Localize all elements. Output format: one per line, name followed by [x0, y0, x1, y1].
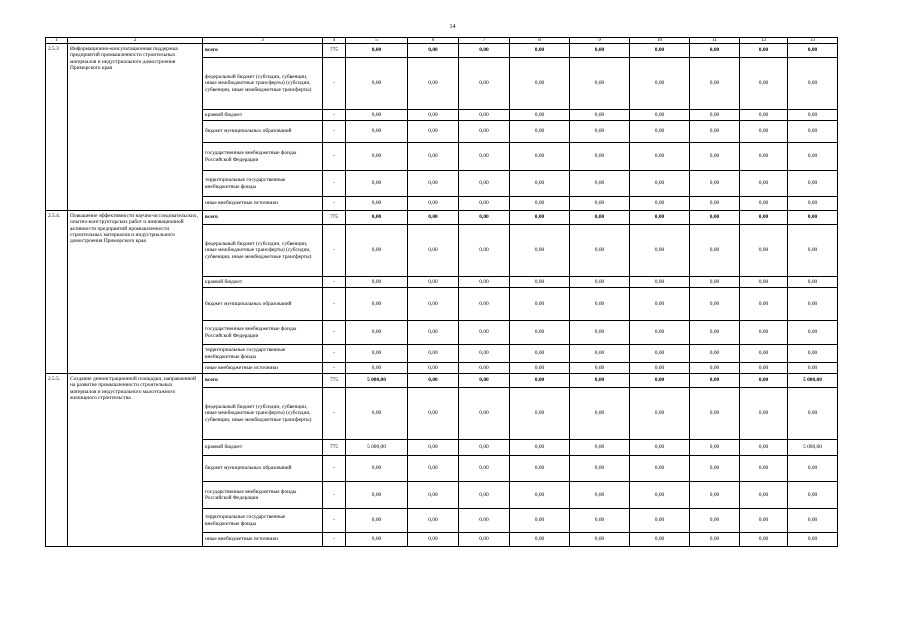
- amount-cell: 0,00: [510, 277, 570, 288]
- table-row: [46, 44, 838, 58]
- amount-cell: 0,00: [788, 197, 838, 211]
- amount-cell: 0,00: [630, 121, 690, 143]
- amount-cell: 0,00: [570, 121, 630, 143]
- grbs-code: -: [323, 321, 346, 345]
- amount-cell: 0,00: [690, 110, 740, 121]
- column-number: 1: [46, 38, 68, 44]
- amount-cell: 0,00: [459, 388, 510, 440]
- amount-cell: 0,00: [630, 363, 690, 374]
- amount-cell: 0,00: [459, 482, 510, 509]
- amount-cell: 0,00: [459, 288, 510, 321]
- amount-cell: 0,00: [570, 44, 630, 58]
- amount-cell: 0,00: [570, 277, 630, 288]
- amount-cell: 0,00: [346, 388, 408, 440]
- amount-cell: 0,00: [690, 321, 740, 345]
- amount-cell: 0,00: [630, 345, 690, 363]
- amount-cell: 0,00: [510, 121, 570, 143]
- amount-cell: 0,00: [570, 456, 630, 482]
- amount-cell: 0,00: [740, 277, 788, 288]
- amount-cell: 0,00: [346, 121, 408, 143]
- amount-cell: 0,00: [346, 363, 408, 374]
- amount-cell: 0,00: [788, 171, 838, 197]
- amount-cell: 0,00: [459, 110, 510, 121]
- grbs-code: 775: [323, 440, 346, 456]
- amount-cell: 0,00: [740, 440, 788, 456]
- amount-cell: 0,00: [408, 321, 459, 345]
- grbs-code: -: [323, 533, 346, 547]
- amount-cell: 0,00: [740, 321, 788, 345]
- funding-source: государственные внебюджетные фонды Российской Федерации: [203, 143, 323, 171]
- amount-cell: 0,00: [740, 211, 788, 225]
- amount-cell: 0,00: [690, 345, 740, 363]
- funding-source: территориальные государственные внебюджетные фонды: [203, 171, 323, 197]
- amount-cell: 0,00: [740, 363, 788, 374]
- amount-cell: 0,00: [570, 171, 630, 197]
- measure-name: Повышение эффективности научно-исследовательских, опытно-конструкторских работ и инновационной активности предприятий промышленности строительных материалов и индустриального домостроения Приморского края: [68, 211, 203, 374]
- column-number: 12: [740, 38, 788, 44]
- amount-cell: 0,00: [740, 482, 788, 509]
- amount-cell: 0,00: [510, 321, 570, 345]
- amount-cell: 0,00: [740, 388, 788, 440]
- amount-cell: 0,00: [408, 440, 459, 456]
- amount-cell: 0,00: [788, 321, 838, 345]
- amount-cell: 0,00: [408, 388, 459, 440]
- grbs-code: -: [323, 110, 346, 121]
- amount-cell: 0,00: [459, 374, 510, 388]
- amount-cell: 0,00: [690, 277, 740, 288]
- table-row: [46, 374, 838, 388]
- amount-cell: 0,00: [690, 211, 740, 225]
- measure-code: 2.5.5.: [46, 374, 68, 547]
- amount-cell: 0,00: [570, 321, 630, 345]
- amount-cell: 0,00: [346, 110, 408, 121]
- page-number: 14: [449, 24, 456, 30]
- amount-cell: 0,00: [510, 211, 570, 225]
- grbs-code: -: [323, 171, 346, 197]
- amount-cell: 0,00: [690, 225, 740, 277]
- funding-source: территориальные государственные внебюджетные фонды: [203, 345, 323, 363]
- amount-cell: 0,00: [630, 456, 690, 482]
- funding-source: территориальные государственные внебюджетные фонды: [203, 509, 323, 533]
- amount-cell: 0,00: [630, 171, 690, 197]
- column-number: 8: [510, 38, 570, 44]
- amount-cell: 0,00: [510, 197, 570, 211]
- amount-cell: 0,00: [510, 110, 570, 121]
- funding-source: всего: [203, 374, 323, 388]
- amount-cell: 0,00: [510, 363, 570, 374]
- funding-source: краевой бюджет: [203, 440, 323, 456]
- amount-cell: 0,00: [459, 277, 510, 288]
- column-number: 4: [323, 38, 346, 44]
- amount-cell: 0,00: [630, 44, 690, 58]
- amount-cell: 0,00: [459, 44, 510, 58]
- amount-cell: 0,00: [690, 171, 740, 197]
- amount-cell: 0,00: [630, 58, 690, 110]
- amount-cell: 0,00: [570, 374, 630, 388]
- grbs-code: -: [323, 509, 346, 533]
- amount-cell: 0,00: [510, 225, 570, 277]
- amount-cell: 0,00: [690, 363, 740, 374]
- funding-source: бюджет муниципальных образований: [203, 288, 323, 321]
- amount-cell: 0,00: [459, 58, 510, 110]
- amount-cell: 0,00: [740, 121, 788, 143]
- amount-cell: 0,00: [346, 482, 408, 509]
- amount-cell: 0,00: [788, 533, 838, 547]
- amount-cell: 0,00: [740, 58, 788, 110]
- amount-cell: 0,00: [740, 345, 788, 363]
- column-number: 7: [459, 38, 510, 44]
- amount-cell: 0,00: [570, 288, 630, 321]
- amount-cell: 0,00: [408, 225, 459, 277]
- amount-cell: 0,00: [459, 509, 510, 533]
- amount-cell: 0,00: [570, 388, 630, 440]
- amount-cell: 0,00: [408, 363, 459, 374]
- grbs-code: -: [323, 225, 346, 277]
- amount-cell: 0,00: [570, 482, 630, 509]
- amount-cell: 5 000,00: [788, 374, 838, 388]
- amount-cell: 0,00: [459, 211, 510, 225]
- column-number: 11: [690, 38, 740, 44]
- column-number: 10: [630, 38, 690, 44]
- grbs-code: -: [323, 143, 346, 171]
- funding-source: всего: [203, 211, 323, 225]
- amount-cell: 0,00: [630, 277, 690, 288]
- grbs-code: -: [323, 277, 346, 288]
- amount-cell: 0,00: [408, 533, 459, 547]
- amount-cell: 0,00: [740, 374, 788, 388]
- amount-cell: 0,00: [740, 143, 788, 171]
- amount-cell: 0,00: [570, 197, 630, 211]
- amount-cell: 0,00: [788, 121, 838, 143]
- amount-cell: 0,00: [408, 482, 459, 509]
- funding-source: федеральный бюджет (субсидии, субвенции, иные межбюджетные трансферты) (субсидии, субвенции, иные межбюджетные трансферты): [203, 58, 323, 110]
- measure-code: 2.5.4.: [46, 211, 68, 374]
- amount-cell: 0,00: [346, 197, 408, 211]
- amount-cell: 0,00: [510, 533, 570, 547]
- funding-source: краевой бюджет: [203, 277, 323, 288]
- amount-cell: 0,00: [346, 277, 408, 288]
- amount-cell: 0,00: [630, 533, 690, 547]
- amount-cell: 0,00: [630, 388, 690, 440]
- measure-name: Создание демонстрационной площадки, направленной на развитие промышленности строительных материалов и индустриального малоэтажного жилищного строительства: [68, 374, 203, 547]
- amount-cell: 0,00: [346, 345, 408, 363]
- column-number: 5: [346, 38, 408, 44]
- amount-cell: 0,00: [740, 197, 788, 211]
- grbs-code: -: [323, 197, 346, 211]
- budget-table: [45, 37, 838, 547]
- amount-cell: 0,00: [510, 143, 570, 171]
- amount-cell: 0,00: [630, 321, 690, 345]
- amount-cell: 0,00: [570, 533, 630, 547]
- amount-cell: 0,00: [346, 44, 408, 58]
- amount-cell: 0,00: [690, 482, 740, 509]
- amount-cell: 0,00: [408, 171, 459, 197]
- amount-cell: 0,00: [510, 482, 570, 509]
- amount-cell: 0,00: [510, 456, 570, 482]
- amount-cell: 0,00: [630, 110, 690, 121]
- amount-cell: 0,00: [408, 58, 459, 110]
- amount-cell: 0,00: [630, 288, 690, 321]
- amount-cell: 0,00: [510, 288, 570, 321]
- amount-cell: 0,00: [459, 143, 510, 171]
- funding-source: иные внебюджетные источники: [203, 533, 323, 547]
- amount-cell: 0,00: [510, 388, 570, 440]
- amount-cell: 0,00: [570, 225, 630, 277]
- grbs-code: -: [323, 345, 346, 363]
- grbs-code: -: [323, 121, 346, 143]
- amount-cell: 0,00: [740, 509, 788, 533]
- amount-cell: 0,00: [570, 509, 630, 533]
- amount-cell: 0,00: [690, 288, 740, 321]
- amount-cell: 0,00: [630, 374, 690, 388]
- table-row: [46, 211, 838, 225]
- amount-cell: 0,00: [690, 44, 740, 58]
- amount-cell: 0,00: [408, 509, 459, 533]
- amount-cell: 0,00: [408, 456, 459, 482]
- funding-source: краевой бюджет: [203, 110, 323, 121]
- amount-cell: 0,00: [346, 288, 408, 321]
- measure-code: 2.5.3: [46, 44, 68, 211]
- amount-cell: 0,00: [788, 456, 838, 482]
- grbs-code: 775: [323, 374, 346, 388]
- amount-cell: 0,00: [408, 121, 459, 143]
- funding-source: иные внебюджетные источники: [203, 197, 323, 211]
- grbs-code: -: [323, 363, 346, 374]
- amount-cell: 5 000,00: [346, 374, 408, 388]
- amount-cell: 0,00: [510, 58, 570, 110]
- amount-cell: 0,00: [570, 143, 630, 171]
- amount-cell: 0,00: [408, 143, 459, 171]
- amount-cell: 0,00: [408, 211, 459, 225]
- amount-cell: 0,00: [408, 197, 459, 211]
- funding-source: бюджет муниципальных образований: [203, 121, 323, 143]
- amount-cell: 0,00: [459, 440, 510, 456]
- amount-cell: 0,00: [510, 440, 570, 456]
- funding-source: федеральный бюджет (субсидии, субвенции, иные межбюджетные трансферты) (субсидии, субвенции, иные межбюджетные трансферты): [203, 225, 323, 277]
- amount-cell: 0,00: [459, 225, 510, 277]
- amount-cell: 0,00: [630, 440, 690, 456]
- funding-source: федеральный бюджет (субсидии, субвенции, иные межбюджетные трансферты) (субсидии, субвенции, иные межбюджетные трансферты): [203, 388, 323, 440]
- amount-cell: 0,00: [690, 456, 740, 482]
- amount-cell: 0,00: [408, 44, 459, 58]
- amount-cell: 0,00: [346, 211, 408, 225]
- grbs-code: -: [323, 58, 346, 110]
- amount-cell: 0,00: [740, 44, 788, 58]
- amount-cell: 0,00: [459, 533, 510, 547]
- amount-cell: 0,00: [630, 197, 690, 211]
- column-number: 9: [570, 38, 630, 44]
- amount-cell: 0,00: [690, 58, 740, 110]
- amount-cell: 0,00: [570, 363, 630, 374]
- amount-cell: 0,00: [690, 388, 740, 440]
- amount-cell: 0,00: [690, 533, 740, 547]
- amount-cell: 0,00: [788, 388, 838, 440]
- amount-cell: 0,00: [690, 121, 740, 143]
- amount-cell: 0,00: [408, 374, 459, 388]
- funding-source: бюджет муниципальных образований: [203, 456, 323, 482]
- column-number: 3: [203, 38, 323, 44]
- measure-name: Информационно-консультационная поддержка предприятий промышленности строительных материалов и индустриального домостроения Приморского края: [68, 44, 203, 211]
- amount-cell: 0,00: [408, 277, 459, 288]
- amount-cell: 0,00: [408, 110, 459, 121]
- amount-cell: 0,00: [740, 533, 788, 547]
- amount-cell: 0,00: [788, 288, 838, 321]
- amount-cell: 0,00: [690, 440, 740, 456]
- amount-cell: 5 000,00: [788, 440, 838, 456]
- grbs-code: 775: [323, 44, 346, 58]
- amount-cell: 0,00: [570, 110, 630, 121]
- amount-cell: 0,00: [346, 225, 408, 277]
- amount-cell: 0,00: [630, 482, 690, 509]
- amount-cell: 0,00: [346, 58, 408, 110]
- amount-cell: 0,00: [690, 143, 740, 171]
- amount-cell: 0,00: [346, 143, 408, 171]
- amount-cell: 0,00: [459, 197, 510, 211]
- amount-cell: 0,00: [570, 58, 630, 110]
- amount-cell: 0,00: [740, 110, 788, 121]
- funding-source: всего: [203, 44, 323, 58]
- amount-cell: 0,00: [510, 44, 570, 58]
- amount-cell: 0,00: [570, 440, 630, 456]
- amount-cell: 0,00: [459, 345, 510, 363]
- amount-cell: 0,00: [788, 345, 838, 363]
- amount-cell: 0,00: [459, 321, 510, 345]
- amount-cell: 0,00: [510, 171, 570, 197]
- grbs-code: -: [323, 456, 346, 482]
- grbs-code: -: [323, 288, 346, 321]
- amount-cell: 0,00: [788, 363, 838, 374]
- amount-cell: 0,00: [788, 110, 838, 121]
- grbs-code: -: [323, 482, 346, 509]
- amount-cell: 0,00: [459, 121, 510, 143]
- funding-source: государственные внебюджетные фонды Российской Федерации: [203, 482, 323, 509]
- funding-source: иные внебюджетные источники: [203, 363, 323, 374]
- amount-cell: 5 000,00: [346, 440, 408, 456]
- amount-cell: 0,00: [408, 345, 459, 363]
- amount-cell: 0,00: [459, 171, 510, 197]
- amount-cell: 0,00: [740, 456, 788, 482]
- amount-cell: 0,00: [346, 171, 408, 197]
- amount-cell: 0,00: [788, 143, 838, 171]
- amount-cell: 0,00: [510, 509, 570, 533]
- table-body: [46, 38, 838, 547]
- amount-cell: 0,00: [788, 44, 838, 58]
- amount-cell: 0,00: [346, 533, 408, 547]
- amount-cell: 0,00: [788, 482, 838, 509]
- amount-cell: 0,00: [788, 277, 838, 288]
- funding-source: государственные внебюджетные фонды Российской Федерации: [203, 321, 323, 345]
- column-number: 6: [408, 38, 459, 44]
- column-number: 13: [788, 38, 838, 44]
- amount-cell: 0,00: [630, 143, 690, 171]
- amount-cell: 0,00: [408, 288, 459, 321]
- amount-cell: 0,00: [510, 345, 570, 363]
- amount-cell: 0,00: [630, 509, 690, 533]
- amount-cell: 0,00: [788, 211, 838, 225]
- amount-cell: 0,00: [788, 225, 838, 277]
- amount-cell: 0,00: [510, 374, 570, 388]
- amount-cell: 0,00: [630, 211, 690, 225]
- amount-cell: 0,00: [459, 363, 510, 374]
- amount-cell: 0,00: [740, 288, 788, 321]
- amount-cell: 0,00: [740, 171, 788, 197]
- amount-cell: 0,00: [788, 58, 838, 110]
- amount-cell: 0,00: [570, 345, 630, 363]
- amount-cell: 0,00: [630, 225, 690, 277]
- amount-cell: 0,00: [459, 456, 510, 482]
- amount-cell: 0,00: [690, 509, 740, 533]
- grbs-code: -: [323, 388, 346, 440]
- grbs-code: 775: [323, 211, 346, 225]
- amount-cell: 0,00: [570, 211, 630, 225]
- amount-cell: 0,00: [690, 197, 740, 211]
- amount-cell: 0,00: [788, 509, 838, 533]
- amount-cell: 0,00: [690, 374, 740, 388]
- column-number: 2: [68, 38, 203, 44]
- amount-cell: 0,00: [346, 321, 408, 345]
- amount-cell: 0,00: [346, 456, 408, 482]
- amount-cell: 0,00: [740, 225, 788, 277]
- amount-cell: 0,00: [346, 509, 408, 533]
